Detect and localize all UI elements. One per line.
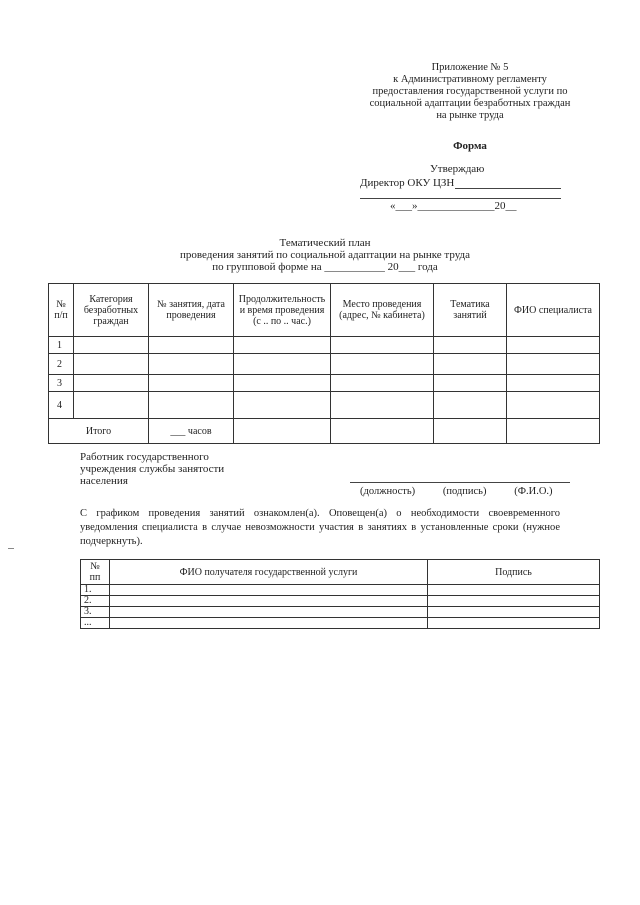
acknowledgement-notice: С графиком проведения занятий ознакомлен(а). Оповещен(а) о необходимости своевременного уведомления специалиста в случае невозможности участия в занятиях в установленные сроки (нужное подчеркнуть). (80, 508, 560, 547)
row-number: 3 (49, 375, 74, 392)
appendix-line: на рынке труда (436, 110, 504, 121)
appendix-caption (330, 62, 610, 122)
total-hours: ___ часов (149, 419, 234, 444)
director-name-line (455, 188, 561, 189)
col-topic: Тематика занятий (434, 284, 507, 337)
table-row (81, 596, 600, 607)
row-number: 1 (49, 337, 74, 354)
margin-mark (8, 548, 14, 549)
col-location: Место проведения (адрес, № кабинета) (331, 284, 434, 337)
col-recipient: ФИО получателя государственной услуги (110, 560, 428, 585)
table-row (81, 585, 600, 596)
col-duration: Продолжительность и время проведения (с .. по .. час.) (234, 284, 331, 337)
appendix-line: социальной адаптации безработных граждан (369, 98, 571, 109)
total-row (49, 419, 600, 444)
worker-line: Работник государственного (80, 451, 209, 463)
signature-line (350, 482, 570, 483)
approval-date: «___»______________20__ (390, 200, 517, 212)
row-number: 2. (81, 596, 110, 607)
table-row (49, 375, 600, 392)
plan-title (160, 237, 490, 273)
table-row (81, 607, 600, 618)
col-signature: Подпись (428, 560, 600, 585)
schedule-table (48, 283, 600, 444)
plan-title-line: по групповой форме на ___________ 20___ года (212, 261, 438, 273)
plan-title-line: проведения занятий по социальной адаптации на рынке труда (179, 249, 471, 261)
table-row (49, 337, 600, 354)
col-specialist: ФИО специалиста (507, 284, 600, 337)
table-row (49, 354, 600, 375)
col-category: Категория безработных граждан (74, 284, 149, 337)
row-number: 4 (49, 392, 74, 419)
form-label: Форма (453, 140, 487, 152)
signature-table (80, 559, 600, 629)
director-label: Директор ОКУ ЦЗН (360, 177, 455, 189)
table-row (81, 618, 600, 629)
plan-title-line: Тематический план (279, 237, 371, 249)
total-label: Итого (49, 419, 149, 444)
director-extra-line (360, 198, 561, 199)
col-session: № занятия, дата проведения (149, 284, 234, 337)
appendix-line: предоставления государственной услуги по (372, 86, 568, 97)
row-number: ... (81, 618, 110, 629)
worker-block (80, 451, 224, 487)
row-number: 2 (49, 354, 74, 375)
row-number: 1. (81, 585, 110, 596)
col-number: № пп (81, 560, 110, 585)
appendix-line: к Административному регламенту (393, 74, 547, 85)
signature-header-row (81, 560, 600, 585)
approve-label: Утверждаю (430, 163, 485, 175)
worker-line: населения (80, 475, 128, 487)
row-number: 3. (81, 607, 110, 618)
schedule-header-row (49, 284, 600, 337)
col-number: № п/п (49, 284, 74, 337)
worker-line: учреждения службы занятости (80, 463, 225, 475)
appendix-line: Приложение № 5 (431, 62, 509, 73)
table-row (49, 392, 600, 419)
signature-labels: (должность) (подпись) (Ф.И.О.) (360, 486, 553, 497)
